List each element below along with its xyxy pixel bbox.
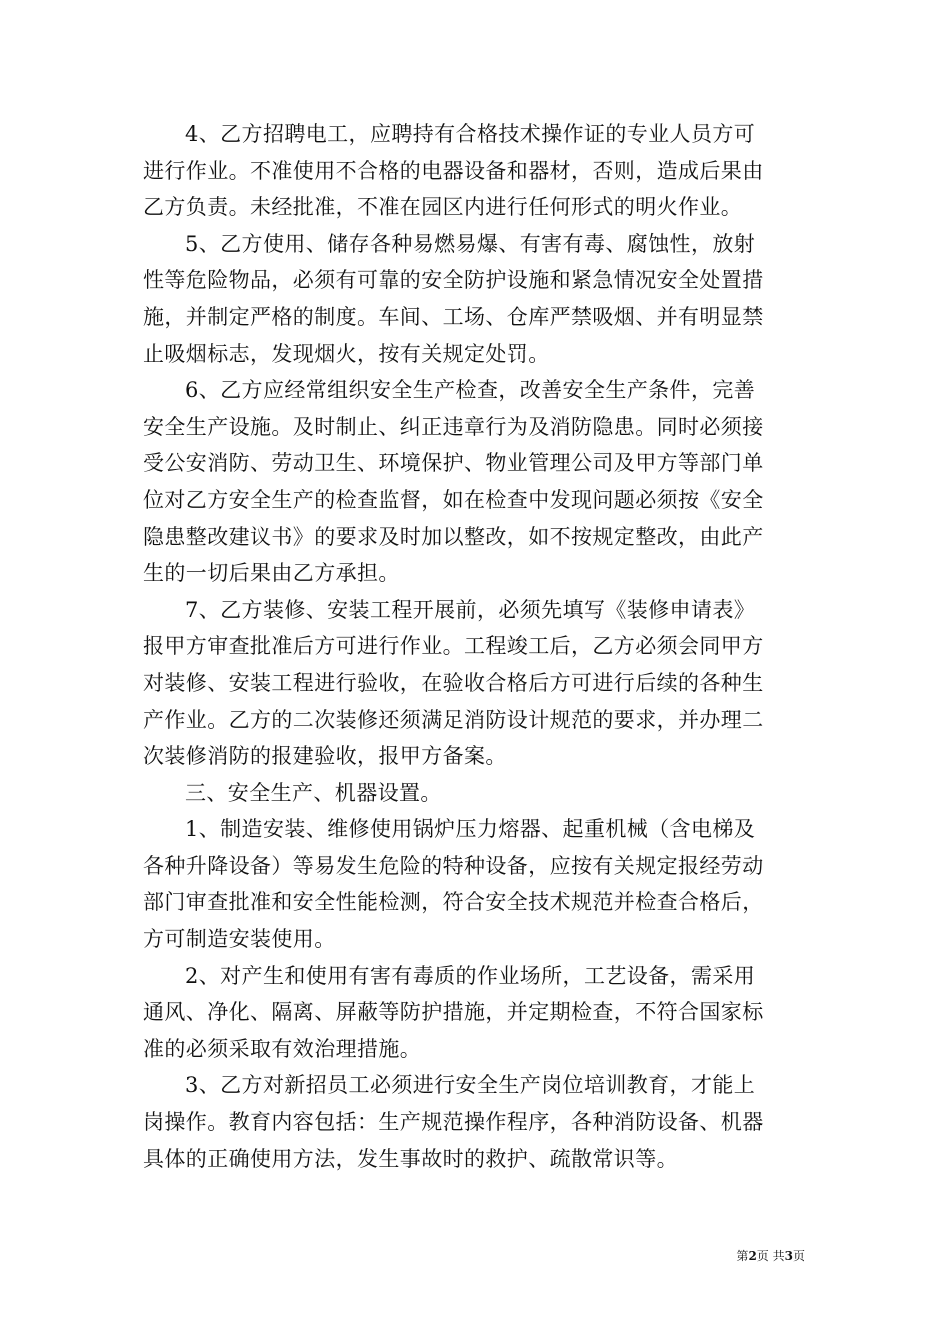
paragraph	[143, 592, 807, 775]
paragraph	[143, 226, 807, 372]
footer-suffix: 页	[792, 1249, 805, 1263]
paragraph-line: 乙方负责。未经批准，不准在园区内进行任何形式的明火作业。	[143, 195, 743, 220]
paragraph-line: 部门审查批准和安全性能检测，符合安全技术规范并检查合格后，	[143, 890, 764, 915]
page-footer	[736, 1247, 805, 1264]
paragraph-line: 通风、净化、隔离、屏蔽等防护措施，并定期检查，不符合国家标	[143, 1000, 764, 1025]
paragraph	[143, 775, 807, 812]
paragraph	[143, 372, 807, 592]
paragraph-line: 施，并制定严格的制度。车间、工场、仓库严禁吸烟、并有明显禁	[143, 304, 764, 329]
paragraph-line: 次装修消防的报建验收，报甲方备案。	[143, 744, 507, 769]
paragraph-line: 三、安全生产、机器设置。	[185, 780, 442, 805]
paragraph-line: 安全生产设施。及时制止、纠正违章行为及消防隐患。同时必须接	[143, 414, 764, 439]
paragraph-line: 方可制造安装使用。	[143, 927, 336, 952]
paragraph-line: 4、乙方招聘电工，应聘持有合格技术操作证的专业人员方可	[185, 122, 756, 146]
paragraph-line: 对装修、安装工程进行验收，在验收合格后方可进行后续的各种生	[143, 670, 764, 695]
paragraph-line: 报甲方审查批准后方可进行作业。工程竣工后，乙方必须会同甲方	[143, 634, 764, 659]
paragraph-line: 产作业。乙方的二次装修还须满足消防设计规范的要求，并办理二	[143, 707, 764, 732]
paragraph-line: 隐患整改建议书》的要求及时加以整改，如不按规定整改，由此产	[143, 524, 764, 549]
paragraph-line: 准的必须采取有效治理措施。	[143, 1036, 422, 1061]
paragraph-line: 位对乙方安全生产的检查监督，如在检查中发现问题必须按《安全	[143, 487, 764, 512]
paragraph-line: 岗操作。教育内容包括：生产规范操作程序，各种消防设备、机器	[143, 1110, 764, 1135]
paragraph-line: 受公安消防、劳动卫生、环境保护、物业管理公司及甲方等部门单	[143, 451, 764, 476]
footer-middle: 页 共	[756, 1249, 785, 1263]
paragraph	[143, 1067, 807, 1177]
paragraph	[143, 811, 807, 957]
footer-prefix: 第	[736, 1249, 749, 1263]
paragraph-line: 止吸烟标志，发现烟火，按有关规定处罚。	[143, 341, 550, 366]
paragraph-line: 5、乙方使用、储存各种易燃易爆、有害有毒、腐蚀性，放射	[185, 231, 756, 256]
paragraph-line: 生的一切后果由乙方承担。	[143, 561, 400, 586]
total-page-number: 3	[784, 1249, 793, 1263]
paragraph-line: 2、对产生和使用有害有毒质的作业场所，工艺设备，需采用	[185, 963, 756, 988]
paragraph-line: 1、制造安装、维修使用锅炉压力熔器、起重机械（含电梯及	[185, 817, 756, 842]
paragraph-line: 具体的正确使用方法，发生事故时的救护、疏散常识等。	[143, 1146, 678, 1171]
paragraph-line: 3、乙方对新招员工必须进行安全生产岗位培训教育，才能上	[185, 1073, 756, 1098]
paragraph	[143, 958, 807, 1068]
document-body	[143, 116, 807, 1177]
paragraph-line: 6、乙方应经常组织安全生产检查，改善安全生产条件，完善	[185, 378, 756, 403]
paragraph-line: 进行作业。不准使用不合格的电器设备和器材，否则，造成后果由	[143, 158, 764, 183]
paragraph-line: 性等危险物品，必须有可靠的安全防护设施和紧急情况安全处置措	[143, 268, 764, 293]
current-page-number: 2	[748, 1249, 757, 1263]
paragraph-line: 7、乙方装修、安装工程开展前，必须先填写《装修申请表》	[185, 597, 756, 622]
paragraph	[143, 116, 807, 226]
paragraph-line: 各种升降设备）等易发生危险的特种设备，应按有关规定报经劳动	[143, 853, 764, 878]
